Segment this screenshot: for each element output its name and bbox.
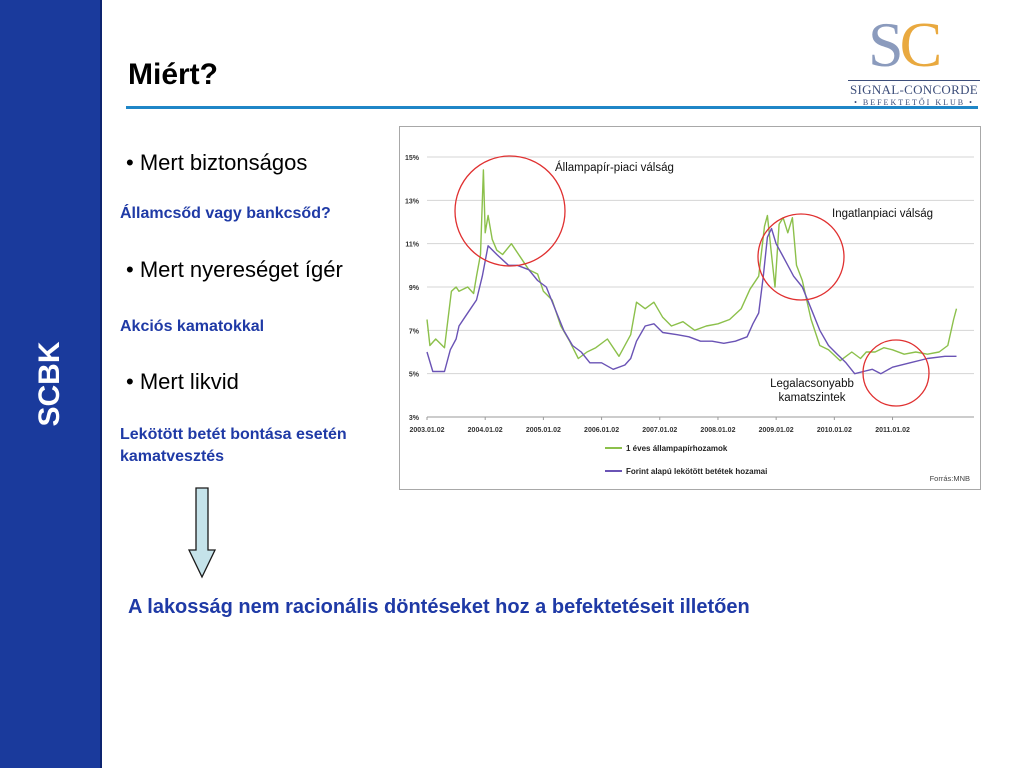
x-tick-label: 2010.01.02 [816,427,852,434]
annotation-lowest-rates-line: kamatszintek [778,392,846,404]
chart-highlight-circles [455,156,929,406]
logo-subtitle: • BEFEKTETŐI KLUB • [854,98,974,107]
y-tick-label: 7% [408,328,419,336]
x-tick-label: 2007.01.02 [642,427,678,434]
logo-letter-s: S [868,9,900,80]
y-tick-label: 11% [405,241,419,249]
x-tick-label: 2009.01.02 [758,427,794,434]
signal-concorde-logo [848,9,980,110]
chart-legend [605,444,767,476]
note-promo-rates: Akciós kamatokkal [120,318,265,335]
y-tick-label: 13% [404,198,419,206]
down-arrow-icon [187,487,217,579]
slide-title: Miért? [128,58,218,91]
x-tick-label: 2008.01.02 [700,427,736,434]
chart-grid [427,157,974,417]
yield-chart [399,126,981,490]
y-tick-label: 3% [408,415,419,422]
x-tick-label: 2004.01.02 [467,427,503,434]
bullet-liquid: • Mert likvid [126,369,239,394]
bullet-profit: • Mert nyereséget ígér [126,257,343,282]
logo-name: SIGNAL-CONCORDE [850,82,978,97]
chart-source: Forrás:MNB [929,474,970,483]
bullet-safe: • Mert biztonságos [126,150,308,175]
x-tick-label: 2003.01.02 [409,427,445,434]
sidebar-label: SCBK [33,341,66,427]
y-tick-label: 5% [408,371,419,379]
chart-annotations [555,161,933,404]
x-tick-label: 2011.01.02 [875,427,910,434]
note-interest-loss: Lekötött betét bontása esetén kamatvesztés [120,426,347,465]
note-state-bank-default: Államcsőd vagy bankcsőd? [120,205,331,222]
x-tick-label: 2006.01.02 [584,427,620,434]
annotation-real-estate-crisis: Ingatlanpiaci válság [832,208,934,220]
circle-lowest-rates [863,340,929,406]
chart-x-ticks [409,417,909,434]
circle-government-bond-crisis [455,156,565,266]
yield-chart-svg [400,127,980,489]
y-tick-label: 15% [404,155,419,162]
logo-letter-c: C [899,9,939,80]
legend-label-deposit: Forint alapú lekötött betétek hozamai [626,467,768,476]
chart-y-ticks [405,155,420,422]
annotation-lowest-rates-line: Legalacsonyabb [770,378,854,390]
legend-label-gov: 1 éves állampapírhozamok [626,444,728,453]
x-tick-label: 2005.01.02 [525,427,561,434]
sidebar [0,0,102,768]
annotation-government-bond-crisis: Állampapír-piaci válság [555,162,674,174]
conclusion-text: A lakosság nem racionális döntéseket hoz a befektetéseit illetően [128,596,750,618]
annotation-lowest-rates [770,378,854,404]
y-tick-label: 9% [408,285,419,292]
logo-monogram [868,8,938,82]
